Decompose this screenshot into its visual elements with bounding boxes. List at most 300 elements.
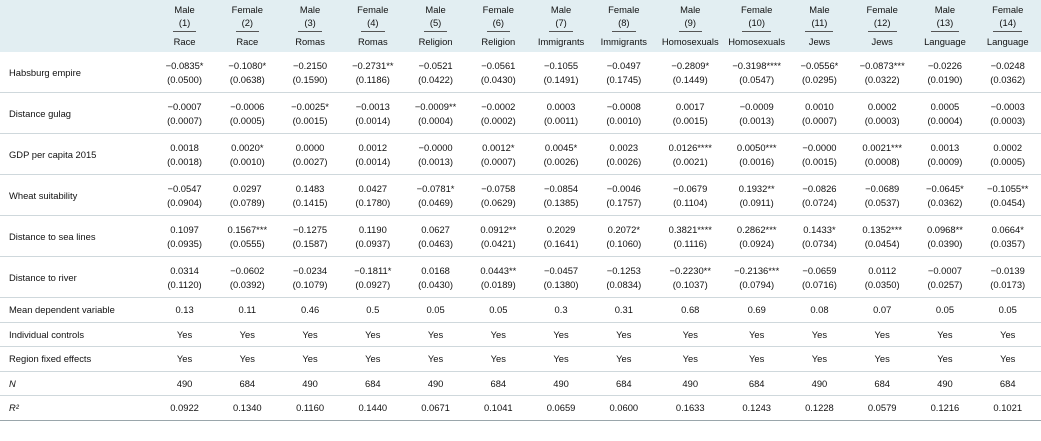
table-cell [281, 134, 340, 175]
table-cell: 490 [915, 371, 974, 396]
coefficient-value: 0.0968** [926, 223, 963, 235]
column-sex-label: Female [992, 4, 1024, 15]
table-cell [591, 257, 657, 298]
column-number: (4) [361, 16, 384, 32]
standard-error-value: (0.0911) [739, 196, 774, 208]
table-cell [340, 216, 406, 257]
header-corner [0, 0, 155, 52]
table-cell [723, 93, 789, 134]
standard-error-value: (0.0555) [229, 237, 265, 249]
table-cell [406, 175, 465, 216]
coefficient-value: −0.0000 [418, 141, 453, 153]
table-cell: Yes [657, 347, 723, 372]
table-cell [974, 52, 1041, 93]
column-variable-label: Religion [481, 36, 516, 47]
row-label: Habsburg empire [0, 52, 155, 93]
standard-error-value: (0.0421) [480, 237, 516, 249]
column-variable-label: Race [173, 36, 196, 47]
coefficient-row [0, 175, 1041, 216]
table-cell [723, 134, 789, 175]
table-cell [281, 175, 340, 216]
coefficient-value: 0.0314 [170, 264, 199, 276]
column-number: (1) [173, 16, 196, 32]
column-header [915, 0, 974, 52]
table-cell: Yes [591, 347, 657, 372]
coefficient-value: −0.0854 [543, 182, 579, 194]
table-cell [657, 134, 723, 175]
table-cell: 0.05 [974, 298, 1041, 323]
column-header [406, 0, 465, 52]
standard-error-value: (0.0362) [927, 196, 963, 208]
column-number: (11) [805, 16, 833, 32]
table-cell: 0.0659 [532, 396, 591, 421]
standard-error-value: (0.0010) [606, 114, 642, 126]
standard-error-value: (0.1449) [672, 73, 708, 85]
table-cell: 0.46 [281, 298, 340, 323]
coefficient-value: 0.0005 [930, 100, 960, 112]
standard-error-value: (0.0003) [990, 114, 1026, 126]
standard-error-value: (0.0016) [739, 155, 775, 167]
coefficient-value: 0.0002 [867, 100, 897, 112]
table-cell [657, 257, 723, 298]
coefficient-value: 0.0003 [546, 100, 576, 112]
table-cell: 490 [790, 371, 849, 396]
coefficient-value: −0.0457 [543, 264, 579, 276]
coefficient-value: 0.0443** [480, 264, 517, 276]
standard-error-value: (0.0010) [229, 155, 265, 167]
table-cell: 0.05 [406, 298, 465, 323]
standard-error-value: (0.1380) [543, 278, 579, 290]
table-cell: 0.0922 [155, 396, 214, 421]
standard-error-value: (0.0537) [864, 196, 900, 208]
standard-error-value: (0.0547) [739, 73, 775, 85]
column-sex-label: Male [425, 4, 446, 15]
table-cell [281, 216, 340, 257]
coefficient-value: 0.2862*** [736, 223, 777, 235]
summary-row [0, 396, 1041, 421]
standard-error-value: (0.0322) [864, 73, 900, 85]
coefficient-value: 0.0020* [231, 141, 264, 153]
column-variable-label: Race [236, 36, 259, 47]
table-cell: Yes [974, 347, 1041, 372]
coefficient-value: −0.0000 [802, 141, 837, 153]
table-body [0, 52, 1041, 420]
table-cell: Yes [281, 322, 340, 347]
table-cell: 0.1440 [340, 396, 406, 421]
coefficient-value: −0.0679 [673, 182, 708, 194]
standard-error-value: (0.1641) [543, 237, 579, 249]
column-variable-label: Romas [357, 36, 388, 47]
summary-row [0, 322, 1041, 347]
coefficient-value: 0.0297 [232, 182, 262, 194]
standard-error-value: (0.1491) [543, 73, 579, 85]
table-cell [406, 52, 465, 93]
column-header [723, 0, 789, 52]
standard-error-value: (0.0392) [229, 278, 265, 290]
table-cell: 0.68 [657, 298, 723, 323]
table-cell [790, 216, 849, 257]
table-cell: Yes [532, 322, 591, 347]
coefficient-value: −0.2731** [352, 59, 394, 71]
table-cell [155, 93, 214, 134]
table-cell: 0.11 [214, 298, 280, 323]
table-cell: Yes [340, 347, 406, 372]
coefficient-value: −0.0234 [292, 264, 328, 276]
table-cell [465, 216, 531, 257]
standard-error-value: (0.0011) [543, 114, 579, 126]
coefficient-value: 0.0126**** [668, 141, 712, 153]
table-cell [214, 257, 280, 298]
table-cell [915, 175, 974, 216]
standard-error-value: (0.0026) [543, 155, 579, 167]
column-header [281, 0, 340, 52]
column-variable-label: Homosexuals [661, 36, 719, 47]
standard-error-value: (0.0924) [739, 237, 775, 249]
table-cell [974, 134, 1041, 175]
standard-error-value: (0.0018) [167, 155, 203, 167]
table-cell [340, 93, 406, 134]
standard-error-value: (0.0454) [990, 196, 1026, 208]
coefficient-value: −0.0006 [230, 100, 265, 112]
table-cell: 0.5 [340, 298, 406, 323]
table-cell [532, 134, 591, 175]
standard-error-value: (0.0904) [167, 196, 203, 208]
table-cell [974, 93, 1041, 134]
standard-error-value: (0.0500) [167, 73, 203, 85]
standard-error-value: (0.0021) [672, 155, 708, 167]
standard-error-value: (0.0789) [229, 196, 265, 208]
column-variable-label: Religion [418, 36, 453, 47]
standard-error-value: (0.0834) [606, 278, 642, 290]
standard-error-value: (0.0362) [990, 73, 1026, 85]
coefficient-value: 0.0000 [295, 141, 325, 153]
table-cell [532, 216, 591, 257]
table-cell [723, 216, 789, 257]
coefficient-row [0, 52, 1041, 93]
table-cell: Yes [214, 322, 280, 347]
table-cell: Yes [849, 347, 915, 372]
table-cell [915, 257, 974, 298]
standard-error-value: (0.0007) [801, 114, 837, 126]
table-cell: Yes [591, 322, 657, 347]
column-header [657, 0, 723, 52]
table-cell: 0.08 [790, 298, 849, 323]
column-variable-label: Romas [295, 36, 325, 47]
standard-error-value: (0.0173) [990, 278, 1026, 290]
standard-error-value: (0.1415) [292, 196, 328, 208]
table-cell: 0.1160 [281, 396, 340, 421]
column-header [532, 0, 591, 52]
standard-error-value: (0.1060) [606, 237, 642, 249]
table-cell: 0.1216 [915, 396, 974, 421]
coefficient-value: −0.0226 [927, 59, 963, 71]
standard-error-value: (0.0734) [801, 237, 837, 249]
table-cell [849, 134, 915, 175]
column-header [214, 0, 280, 52]
column-sex-label: Female [866, 4, 898, 15]
column-sex-label: Male [680, 4, 701, 15]
coefficient-value: 0.1190 [358, 223, 387, 235]
column-number: (10) [742, 16, 771, 32]
table-cell: 0.05 [465, 298, 531, 323]
coefficient-value: 0.1352*** [862, 223, 902, 235]
coefficient-value: 0.0050*** [736, 141, 777, 153]
coefficient-value: 0.2029 [546, 223, 576, 235]
table-cell [974, 257, 1041, 298]
standard-error-value: (0.0927) [355, 278, 391, 290]
standard-error-value: (0.0422) [418, 73, 454, 85]
table-cell [532, 52, 591, 93]
column-sex-label: Male [809, 4, 830, 15]
coefficient-value: −0.0007 [927, 264, 963, 276]
column-header [340, 0, 406, 52]
column-number: (14) [993, 16, 1022, 32]
coefficient-value: 0.0912** [480, 223, 517, 235]
coefficient-value: −0.0659 [802, 264, 837, 276]
standard-error-value: (0.1587) [292, 237, 328, 249]
standard-error-value: (0.0015) [672, 114, 708, 126]
standard-error-value: (0.0454) [864, 237, 900, 249]
standard-error-value: (0.1590) [292, 73, 328, 85]
standard-error-value: (0.0469) [418, 196, 454, 208]
standard-error-value: (0.0937) [355, 237, 391, 249]
standard-error-value: (0.0629) [480, 196, 516, 208]
coefficient-value: 0.0017 [675, 100, 705, 112]
table-cell: 684 [723, 371, 789, 396]
coefficient-value: 0.0045* [544, 141, 578, 153]
table-cell [974, 216, 1041, 257]
standard-error-value: (0.0005) [990, 155, 1026, 167]
coefficient-value: −0.0873*** [859, 59, 905, 71]
table-cell [465, 52, 531, 93]
table-cell: 0.69 [723, 298, 789, 323]
table-cell [406, 134, 465, 175]
coefficient-value: −0.0689 [865, 182, 900, 194]
table-cell: Yes [790, 347, 849, 372]
table-cell: 490 [657, 371, 723, 396]
row-label: Wheat suitability [0, 175, 155, 216]
standard-error-value: (0.0013) [418, 155, 454, 167]
table-cell [657, 216, 723, 257]
standard-error-value: (0.1780) [355, 196, 391, 208]
column-header [849, 0, 915, 52]
coefficient-value: 0.0112 [868, 264, 897, 276]
table-cell [915, 134, 974, 175]
coefficient-value: 0.1932** [738, 182, 775, 194]
coefficient-value: −0.1055 [543, 59, 579, 71]
summary-row [0, 347, 1041, 372]
table-cell [155, 52, 214, 93]
standard-error-value: (0.0027) [292, 155, 328, 167]
table-cell: 0.1243 [723, 396, 789, 421]
table-cell: Yes [340, 322, 406, 347]
standard-error-value: (0.0014) [355, 114, 391, 126]
standard-error-value: (0.0015) [292, 114, 328, 126]
standard-error-value: (0.0430) [480, 73, 516, 85]
table-cell: 0.07 [849, 298, 915, 323]
standard-error-value: (0.0007) [167, 114, 203, 126]
table-cell: 0.1021 [974, 396, 1041, 421]
table-cell: 0.31 [591, 298, 657, 323]
standard-error-value: (0.0007) [480, 155, 516, 167]
coefficient-value: −0.0645* [926, 182, 964, 194]
coefficient-value: −0.0003 [990, 100, 1025, 112]
table-cell [155, 134, 214, 175]
table-cell [849, 93, 915, 134]
table-cell: Yes [532, 347, 591, 372]
table-cell: 684 [340, 371, 406, 396]
coefficient-value: −0.1253 [606, 264, 641, 276]
table-cell [465, 175, 531, 216]
table-cell [657, 52, 723, 93]
table-cell [790, 134, 849, 175]
column-number: (12) [868, 16, 897, 32]
standard-error-value: (0.0638) [229, 73, 265, 85]
standard-error-value: (0.0716) [801, 278, 837, 290]
standard-error-value: (0.0003) [864, 114, 900, 126]
table-cell: Yes [214, 347, 280, 372]
table-cell: 490 [281, 371, 340, 396]
table-cell [214, 52, 280, 93]
standard-error-value: (0.1116) [673, 237, 708, 249]
column-header [465, 0, 531, 52]
standard-error-value: (0.0004) [418, 114, 454, 126]
table-cell [915, 216, 974, 257]
column-number: (13) [931, 16, 960, 32]
standard-error-value: (0.0005) [229, 114, 265, 126]
table-cell [406, 257, 465, 298]
standard-error-value: (0.1745) [606, 73, 642, 85]
coefficient-value: −0.0497 [606, 59, 641, 71]
table-cell: 0.3 [532, 298, 591, 323]
coefficient-value: 0.1483 [295, 182, 325, 194]
column-header [591, 0, 657, 52]
coefficient-value: −0.1080* [228, 59, 267, 71]
table-cell: 0.0579 [849, 396, 915, 421]
coefficient-value: 0.2072* [607, 223, 640, 235]
row-label: GDP per capita 2015 [0, 134, 155, 175]
table-cell [591, 93, 657, 134]
coefficient-value: 0.0168 [421, 264, 450, 276]
standard-error-value: (0.0257) [927, 278, 963, 290]
table-cell: Yes [465, 347, 531, 372]
table-cell: 0.13 [155, 298, 214, 323]
column-variable-label: Jews [871, 36, 893, 47]
standard-error-value: (0.0015) [801, 155, 837, 167]
coefficient-value: −0.1811* [354, 264, 392, 276]
column-variable-label: Language [986, 36, 1029, 47]
coefficient-value: −0.2136*** [734, 264, 780, 276]
column-sex-label: Male [299, 4, 321, 15]
table-cell: 684 [849, 371, 915, 396]
standard-error-value: (0.1186) [355, 73, 390, 85]
table-cell [849, 257, 915, 298]
table-cell: Yes [723, 322, 789, 347]
row-label: Mean dependent variable [0, 298, 155, 323]
table-cell [281, 257, 340, 298]
table-cell [849, 216, 915, 257]
coefficient-row [0, 93, 1041, 134]
table-cell [723, 175, 789, 216]
table-cell: Yes [155, 322, 214, 347]
coefficient-value: −0.0758 [481, 182, 516, 194]
column-number: (7) [549, 16, 572, 32]
standard-error-value: (0.1120) [167, 278, 202, 290]
standard-error-value: (0.0463) [418, 237, 454, 249]
row-label: Distance to river [0, 257, 155, 298]
column-sex-label: Male [174, 4, 195, 15]
table-cell [155, 175, 214, 216]
coefficient-value: 0.0012* [482, 141, 515, 153]
column-header [790, 0, 849, 52]
coefficient-row [0, 257, 1041, 298]
standard-error-value: (0.1385) [543, 196, 579, 208]
table-cell [214, 175, 280, 216]
coefficient-value: −0.0835* [165, 59, 204, 71]
summary-row [0, 298, 1041, 323]
column-sex-label: Female [741, 4, 773, 15]
coefficient-value: −0.0602 [230, 264, 265, 276]
table-cell [974, 175, 1041, 216]
coefficient-value: 0.3821**** [668, 223, 712, 235]
table-cell [915, 93, 974, 134]
table-cell [532, 175, 591, 216]
table-cell [915, 52, 974, 93]
coefficient-value: −0.0139 [990, 264, 1025, 276]
table-cell [465, 93, 531, 134]
coefficient-value: 0.0627 [421, 223, 450, 235]
table-cell: 490 [155, 371, 214, 396]
column-number: (5) [424, 16, 447, 32]
column-variable-label: Homosexuals [728, 36, 786, 47]
coefficient-value: −0.0002 [481, 100, 516, 112]
coefficient-value: 0.0002 [993, 141, 1023, 153]
coefficient-value: −0.1055** [987, 182, 1029, 194]
table-cell [340, 134, 406, 175]
table-cell: 0.1633 [657, 396, 723, 421]
standard-error-value: (0.0008) [864, 155, 900, 167]
standard-error-value: (0.0014) [355, 155, 391, 167]
table-cell: 490 [406, 371, 465, 396]
table-cell [214, 134, 280, 175]
table-cell [723, 257, 789, 298]
table-cell [155, 216, 214, 257]
coefficient-value: −0.0008 [606, 100, 641, 112]
coefficient-value: 0.0664* [991, 223, 1024, 235]
table-cell: Yes [723, 347, 789, 372]
column-header [155, 0, 214, 52]
table-cell: 684 [214, 371, 280, 396]
coefficient-value: −0.2809* [671, 59, 710, 71]
coefficient-value: −0.0009** [414, 100, 457, 112]
row-label: Distance gulag [0, 93, 155, 134]
table-cell: 0.1228 [790, 396, 849, 421]
coefficient-value: 0.0427 [358, 182, 388, 194]
coefficient-value: 0.0018 [170, 141, 199, 153]
table-cell [465, 134, 531, 175]
coefficient-value: −0.0009 [739, 100, 774, 112]
table-cell [849, 175, 915, 216]
column-sex-label: Male [550, 4, 572, 15]
column-number: (9) [679, 16, 702, 32]
row-label: Individual controls [0, 322, 155, 347]
table-cell [281, 52, 340, 93]
table-cell [591, 216, 657, 257]
standard-error-value: (0.0357) [990, 237, 1026, 249]
table-cell [790, 257, 849, 298]
standard-error-value: (0.0013) [739, 114, 775, 126]
coefficient-value: −0.0781* [416, 182, 455, 194]
